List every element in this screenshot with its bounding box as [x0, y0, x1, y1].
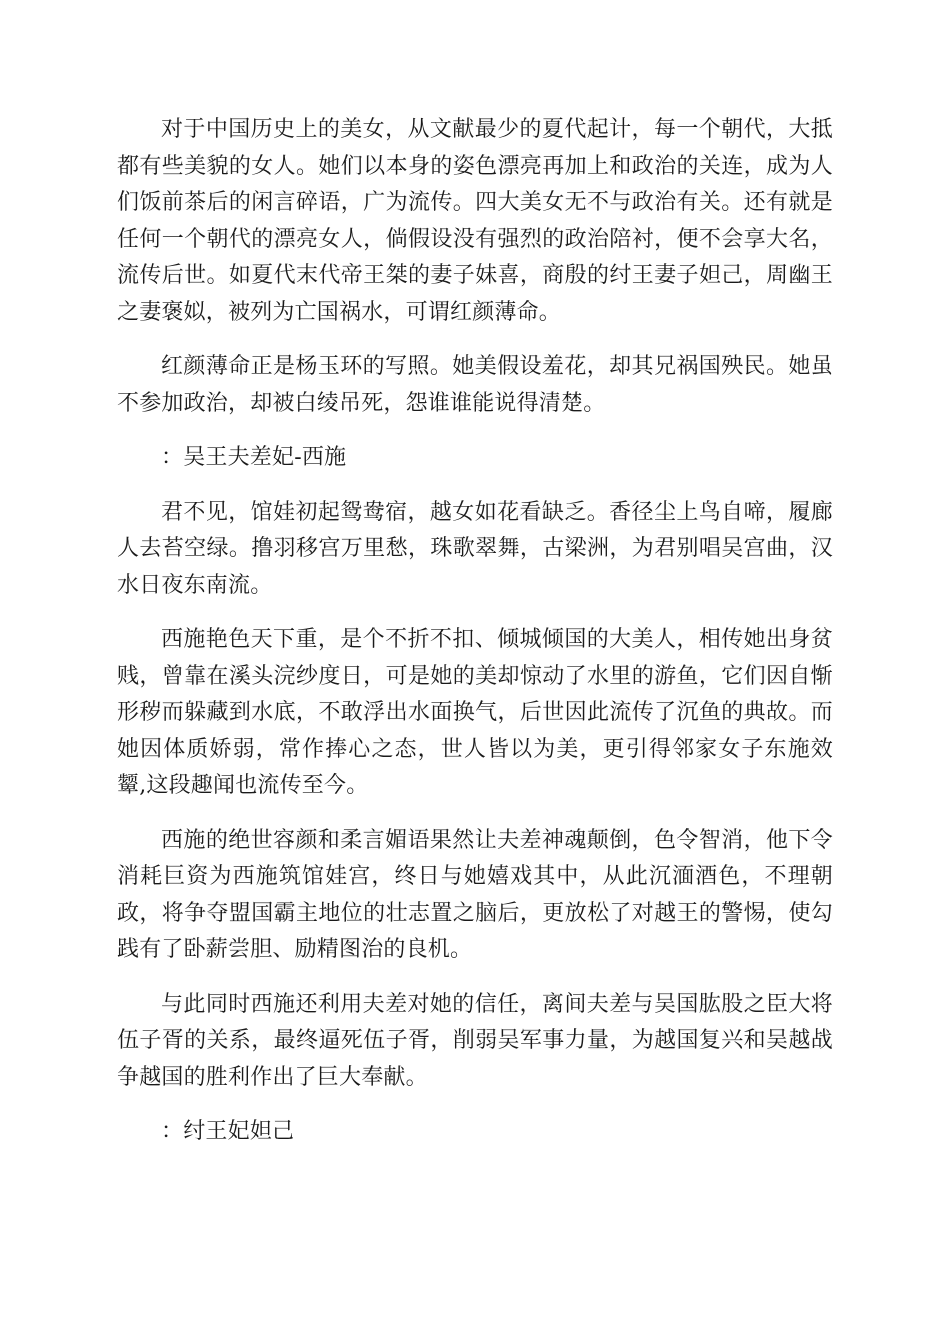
paragraph-yang-yuhuan: 红颜薄命正是杨玉环的写照。她美假设羞花，却其兄祸国殃民。她虽不参加政治，却被白绫吊死，怨谁谁能说得清楚。: [117, 354, 833, 416]
paragraph-intro: 对于中国历史上的美女，从文献最少的夏代起计，每一个朝代，大抵都有些美貌的女人。她们以本身的姿色漂亮再加上和政治的关连，成为人们饭前茶后的闲言碎语，广为流传。四大美女无不与政治有关。还有就是任何一个朝代的漂亮女人，倘假设没有强烈的政治陪衬，便不会享大名，流传后世。如夏代末代帝王桀的妻子妹喜，商殷的纣王妻子妲己，周幽王之妻褒姒，被列为亡国祸水，可谓红颜薄命。: [117, 117, 833, 325]
document-page: [117, 112, 833, 1169]
paragraph-xishi-wuzixu: 与此同时西施还利用夫差对她的信任，离间夫差与吴国肱股之臣大将伍子胥的关系，最终逼死伍子胥，削弱吴军事力量，为越国复兴和吴越战争越国的胜利作出了巨大奉献。: [117, 991, 833, 1090]
section-heading-daji: ：纣王妃妲己: [161, 1119, 295, 1144]
paragraph-xishi-fuchai: 西施的绝世容颜和柔言媚语果然让夫差神魂颠倒，色令智消，他下令消耗巨资为西施筑馆娃宫，终日与她嬉戏其中，从此沉湎酒色，不理朝政，将争夺盟国霸主地位的壮志置之脑后，更放松了对越王的警惕，使勾践有了卧薪尝胆、励精图治的良机。: [117, 827, 833, 962]
section-heading-xishi: ：吴王夫差妃-西施: [161, 445, 347, 470]
paragraph-xishi-beauty: 西施艳色天下重，是个不折不扣、倾城倾国的大美人，相传她出身贫贱，曾靠在溪头浣纱度日，可是她的美却惊动了水里的游鱼，它们因自惭形秽而躲藏到水底，不敢浮出水面换气，后世因此流传了沉鱼的典故。而她因体质娇弱，常作捧心之态，世人皆以为美，更引得邻家女子东施效颦,这段趣闻也流传至今。: [117, 627, 833, 798]
paragraph-poem: 君不见，馆娃初起鸳鸯宿，越女如花看缺乏。香径尘上鸟自啼，履廊人去苔空绿。撸羽移宫万里愁，珠歌翠舞，古梁洲，为君别唱吴宫曲，汉水日夜东南流。: [117, 499, 833, 598]
